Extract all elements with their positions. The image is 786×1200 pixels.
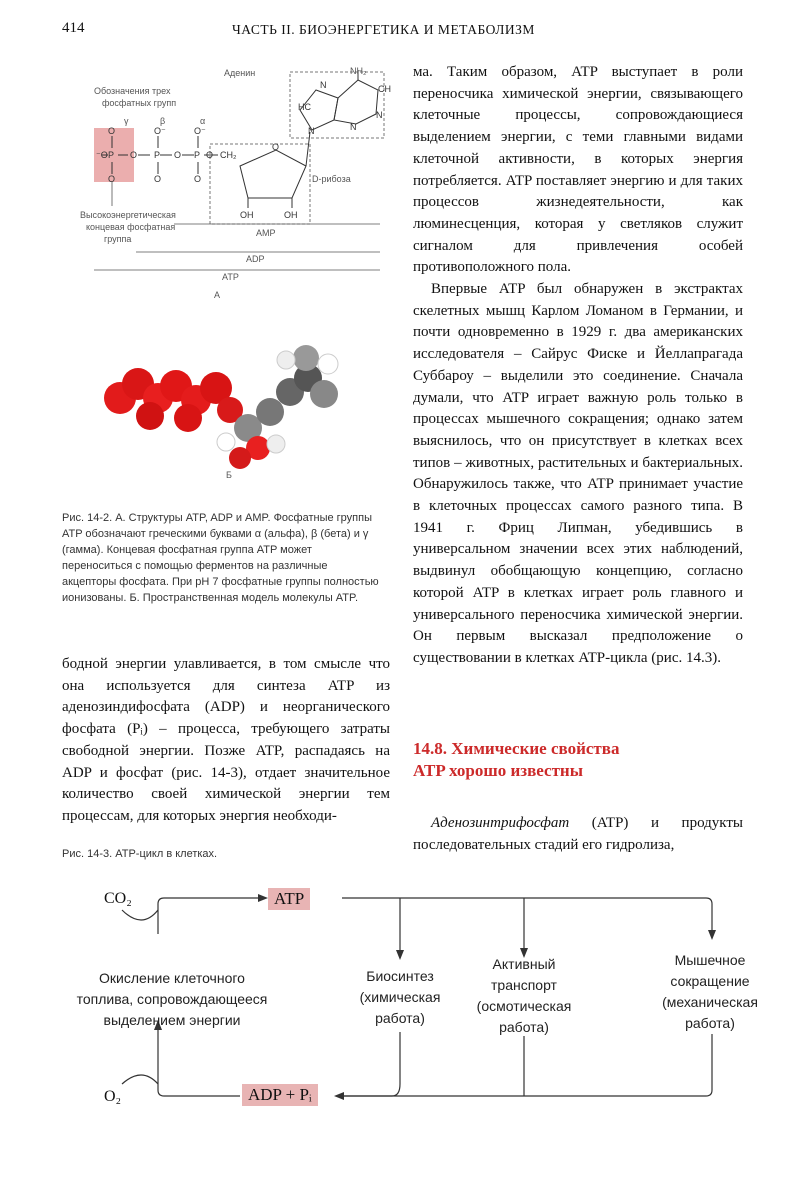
atp-box: ATP — [268, 888, 310, 910]
right-paragraph-1: ма. Таким образом, ATP выступает в роли переносчика химической энергии, связывающего клеточные процессы, сопровождающиеся выделением энергии, с теми главными видами клеточной активности, в которых энергия потребляется. ATP поставляет энергию и для таких процессов жизнедеятельности, как люминесценция, которая у светляков служит сигналом для привлечения особей противоположного пола. — [413, 64, 743, 276]
right-paragraph-2: Впервые ATP был обнаружен в экстрактах скелетных мышц Карлом Ломаном в Германии, и почти одновременно в 1929 г. два американских исследователя – Сайрус Фиске и Йеллапрагада Суббароу – выделили это соединение. Сначала думали, что ATP играет важную роль только в процессах мышечного сокращения; однако затем выяснилось, что он присутствует в клетках всех типов – животных, растительных и бактериальных. Обнаружилось также, что ATP принимает участие в клеточных процессах самого разного типа. В 1941 г. Фриц Липман, убедившись в универсальном значении всех этих наблюдений, выдвинул обобщающую концепцию, согласно которой ATP в клетках играет роль главного и универсального переносчика химической энергии. Он первым высказал предположение о существовании в клетках ATP-цикла (рис. 14.3). — [413, 281, 743, 666]
beta-label: β — [160, 116, 166, 126]
trans-line-1: Активный — [492, 956, 556, 972]
co2-label: CO₂ — [104, 890, 132, 907]
oxidation-line-1: Окисление клеточного — [99, 970, 245, 986]
section-heading — [413, 738, 743, 782]
bio-line-2: (химическая — [359, 989, 441, 1005]
amp-label: AMP — [256, 228, 276, 238]
figure-14-3-caption: Рис. 14-3. ATP-цикл в клетках. — [62, 848, 218, 860]
svg-text:N: N — [320, 80, 327, 90]
running-head: ЧАСТЬ II. БИОЭНЕРГЕТИКА И МЕТАБОЛИЗМ — [232, 22, 535, 37]
svg-text:O: O — [194, 174, 202, 184]
nh2-label: NH₂ — [350, 66, 367, 76]
gamma-label: γ — [124, 116, 129, 126]
svg-text:N: N — [376, 110, 383, 120]
muscle-contraction-label — [648, 950, 772, 1034]
atp-cycle-diagram — [62, 870, 762, 1130]
svg-text:O: O — [130, 150, 138, 160]
svg-text:CH: CH — [378, 84, 391, 94]
page-number: 414 — [62, 20, 85, 36]
high-energy-label-3: группа — [104, 234, 132, 244]
section-intro — [413, 798, 743, 871]
svg-text:O: O — [272, 142, 280, 152]
adp-pi-box: ADP + Pᵢ — [242, 1084, 318, 1106]
panel-b-label: Б — [226, 470, 232, 480]
section-heading-line-1: 14.8. Химические свойства — [413, 739, 620, 758]
high-energy-label-2: концевая фосфатная — [86, 222, 176, 232]
section-italic-term: Аденозинтрифосфат — [431, 815, 570, 831]
section-heading-line-2: ATP хорошо известны — [413, 761, 583, 780]
svg-text:OH: OH — [240, 210, 254, 220]
musc-line-2: сокращение — [670, 973, 750, 989]
svg-text:OH: OH — [284, 210, 298, 220]
svg-text:⁻O: ⁻O — [96, 150, 108, 160]
trans-line-3: (осмотическая — [476, 998, 572, 1014]
ribose-label: D-рибоза — [312, 174, 351, 184]
svg-text:N: N — [308, 126, 315, 136]
svg-text:O: O — [108, 174, 116, 184]
section-intro-text: (ATP) и продукты последовательных стадий его гидролиза, — [413, 815, 743, 853]
svg-text:O: O — [154, 174, 162, 184]
svg-text:O: O — [206, 150, 214, 160]
atp-label: ATP — [222, 272, 239, 282]
musc-line-4: работа) — [685, 1015, 735, 1031]
figure-14-2-caption: Рис. 14-2. А. Структуры ATP, ADP и AMP. Фосфатные группы ATP обозначают греческими буквами α (альфа), β (бета) и γ (гамма). Концевая фосфатная группа ATP может переноситься с помощью ферментов на различные акцепторы фосфата. При pH 7 фосфатные группы полностью ионизованы. Б. Пространственная модель молекулы ATP. — [62, 512, 379, 604]
svg-text:P: P — [194, 150, 201, 160]
trans-line-2: транспорт — [491, 977, 557, 993]
svg-text:HC: HC — [298, 102, 311, 112]
adenine-label: Аденин — [224, 68, 256, 78]
svg-text:CH₂: CH₂ — [220, 150, 237, 160]
svg-text:N: N — [350, 122, 357, 132]
active-transport-label — [462, 954, 586, 1038]
high-energy-label-1: Высокоэнергетическая — [80, 210, 176, 220]
oxidation-label — [62, 968, 282, 1031]
musc-line-3: (механическая — [662, 994, 758, 1010]
musc-line-1: Мышечное — [674, 952, 746, 968]
alpha-label: α — [200, 116, 206, 126]
figure-atp-structure — [80, 58, 391, 498]
left-paragraph: бодной энергии улавливается, в том смысле что она используется для синтеза ATP из аденозиндифосфата (ADP) и неорганического фосфата (Pᵢ) – процесса, требующего затраты свободной энергии. Позже ATP, распадаясь на ADP и фосфат (рис. 14-3), отдает значительное количество своей химической энергии тем процессам, для которых энергия необходи- — [62, 656, 390, 824]
left-column-text — [62, 654, 390, 828]
oxidation-line-2: топлива, сопровождающееся — [76, 991, 268, 1007]
svg-text:P: P — [108, 150, 115, 160]
right-column-text — [413, 62, 743, 670]
phosphate-groups-label-1: Обозначения трех — [94, 86, 171, 96]
svg-text:P: P — [154, 150, 161, 160]
bio-line-1: Биосинтез — [366, 968, 434, 984]
bio-line-3: работа) — [375, 1010, 425, 1026]
svg-text:O⁻: O⁻ — [194, 126, 206, 136]
trans-line-4: работа) — [499, 1019, 549, 1035]
svg-text:O: O — [174, 150, 182, 160]
phosphate-groups-label-2: фосфатных групп — [102, 98, 177, 108]
svg-text:O: O — [108, 126, 116, 136]
o2-label: O₂ — [104, 1088, 122, 1105]
svg-text:O⁻: O⁻ — [154, 126, 166, 136]
space-filling-model — [104, 345, 338, 469]
adp-label: ADP — [246, 254, 265, 264]
panel-a-label: A — [214, 290, 221, 300]
oxidation-line-3: выделением энергии — [103, 1012, 241, 1028]
biosynthesis-label — [340, 966, 460, 1029]
